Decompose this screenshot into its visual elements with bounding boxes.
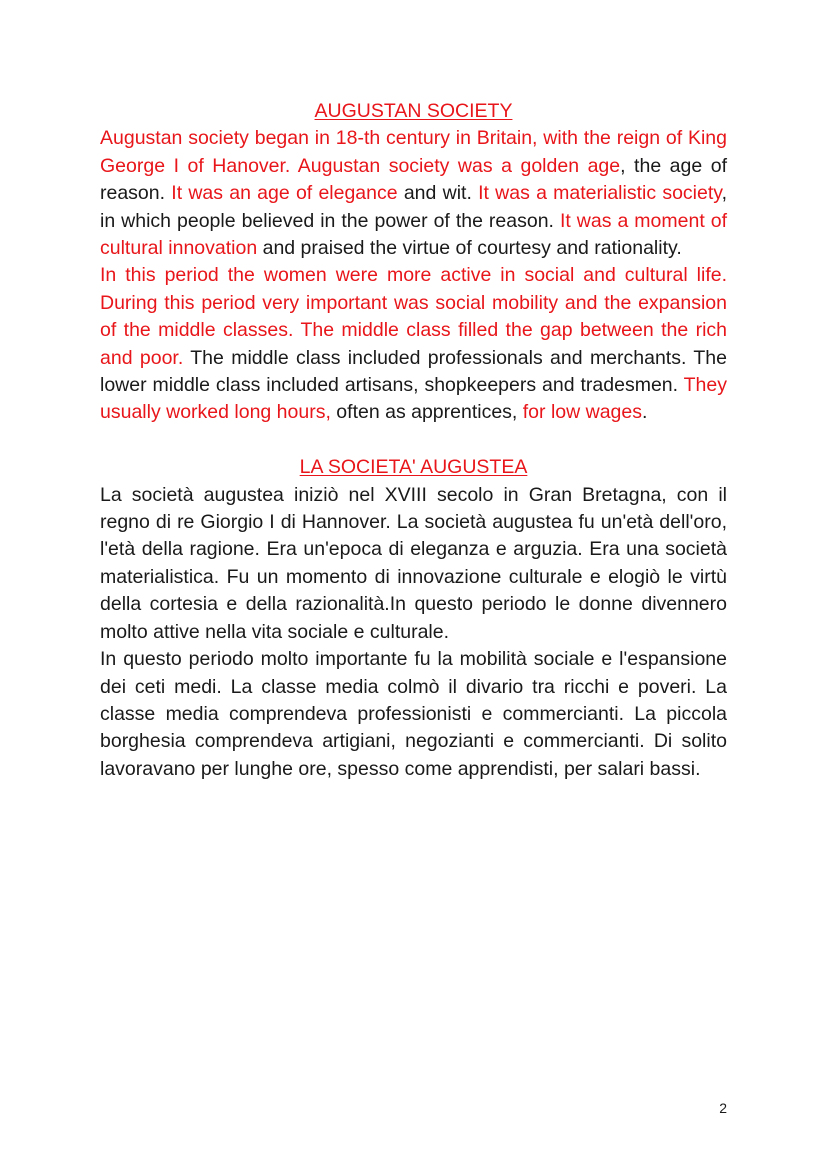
english-paragraph-2 [100, 262, 727, 426]
english-p1-highlight-4: It was a moment of cultural innovation [100, 209, 727, 260]
section-spacer [100, 427, 727, 454]
english-p1-highlight-3: It was a materialistic society [478, 182, 722, 205]
english-p2-highlight-2: They usually worked long hours, [100, 374, 727, 424]
english-p2-highlight-3: for low wages [522, 401, 642, 424]
english-p1-text-1: , the age of reason. [100, 154, 728, 205]
italian-paragraph-2: In questo periodo molto importante fu la mobilità sociale e l'espansione dei ceti medi. La classe media colmò il divario tra ricchi e poveri. La classe media comprendeva professionisti e commercianti. La piccola borghesia comprendeva artigiani, negozianti e commercianti. Di solito lavoravano per lunghe ore, spesso come apprendisti, per salari bassi. [100, 648, 727, 780]
english-p1-text-3: , in which people believed in the power of the reason. [100, 182, 727, 232]
english-p1-text-4: and praised the virtue of courtesy and rationality. [257, 237, 682, 260]
english-p1-highlight-1: Augustan society began in 18-th century in Britain, with the reign of King George I of Hanover. Augustan society was a golden age [100, 127, 727, 177]
english-p2-text-2: often as apprentices, [330, 401, 523, 424]
english-paragraph-1 [100, 125, 727, 262]
page-number: 2 [719, 1100, 727, 1116]
document-page [100, 98, 727, 783]
english-title: AUGUSTAN SOCIETY [314, 100, 513, 122]
english-p2-highlight-1: In this period the women were more active in social and cultural life. During this period very important was social mobility and the expansion of the middle classes. The middle class filled the gap between the rich and poor. [100, 264, 727, 369]
italian-title: LA SOCIETA' AUGUSTEA [299, 456, 528, 479]
english-p1-highlight-2: It was an age of elegance [171, 182, 398, 205]
italian-paragraph-1: La società augustea iniziò nel XVIII secolo in Gran Bretagna, con il regno di re Giorgio I di Hannover. La società augustea fu un'età dell'oro, l'età della ragione. Era un'epoca di eleganza e arguzia. Era una società materialistica. Fu un momento di innovazione culturale e elogiò le virtù della cortesia e della razionalità.In questo periodo le donne divennero molto attive nella vita sociale e culturale. [100, 483, 727, 643]
english-p1-text-2: and wit. [397, 182, 479, 205]
english-p2-text-3: . [641, 401, 648, 424]
english-p2-text-1: The middle class included professionals and merchants. The lower middle class included artisans, shopkeepers and tradesmen. [100, 346, 727, 397]
